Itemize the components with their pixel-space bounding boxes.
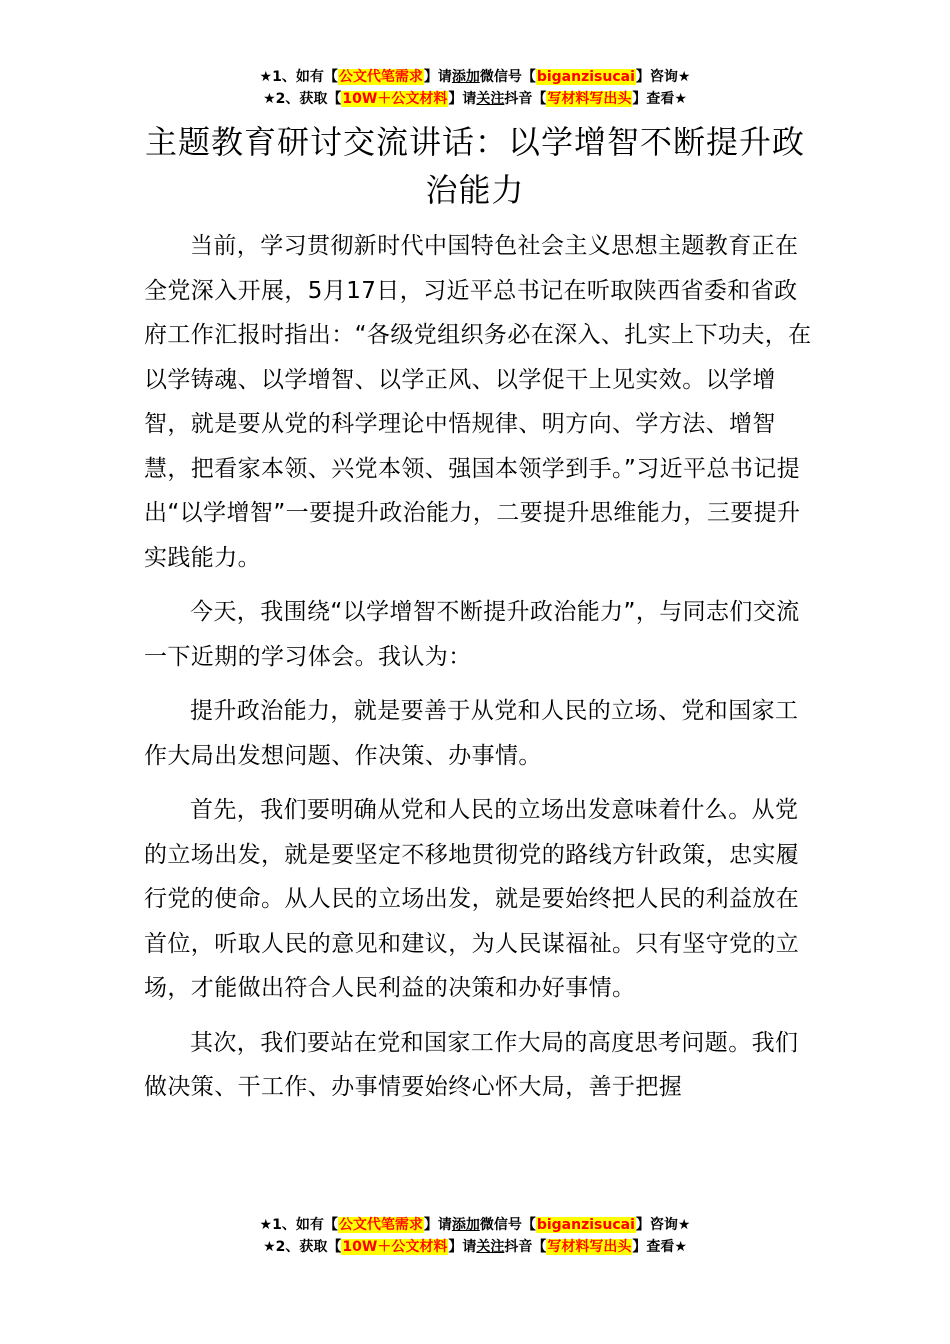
banner-line-1: ★1、如有【公文代笔需求】请添加微信号【biganzisucai】咨询★ xyxy=(259,1217,691,1233)
header-banner xyxy=(0,66,950,110)
banner-highlight: biganzisucai xyxy=(536,1217,635,1233)
banner-line-1: ★1、如有【公文代笔需求】请添加微信号【biganzisucai】咨询★ xyxy=(259,69,691,85)
paragraph: 其次，我们要站在党和国家工作大局的高度思考问题。我们做决策、干工作、办事情要始终心怀大局，善于把握 xyxy=(144,1029,799,1100)
footer-banner xyxy=(0,1214,950,1258)
banner-highlight: biganzisucai xyxy=(536,69,635,85)
banner-highlight: 10W＋公文材料 xyxy=(342,1239,448,1255)
banner-highlight: 公文代笔需求 xyxy=(338,69,423,85)
paragraph: 当前，学习贯彻新时代中国特色社会主义思想主题教育正在全党深入开展，5月17日，习近平总书记在听取陕西省委和省政府工作汇报时指出：“各级党组织务必在深入、扎实上下功夫，在以学铸魂、以学增智、以学正风、以学促干上见实效。以学增智，就是要从党的科学理论中悟规律、明方向、学方法、增智慧，把看家本领、兴党本领、强国本领学到手。”习近平总书记提出“以学增智”一要提升政治能力，二要提升思维能力，三要提升实践能力。 xyxy=(144,233,812,571)
banner-highlight: 写材料写出头 xyxy=(547,1239,632,1255)
banner-line-2: ★2、获取【10W＋公文材料】请关注抖音【写材料写出头】查看★ xyxy=(263,1239,687,1255)
paragraph: 首先，我们要明确从党和人民的立场出发意味着什么。从党的立场出发，就是要坚定不移地贯彻党的路线方针政策，忠实履行党的使命。从人民的立场出发，就是要始终把人民的利益放在首位，听取人民的意见和建议，为人民谋福祉。只有坚守党的立场，才能做出符合人民利益的决策和办好事情。 xyxy=(144,797,800,1001)
banner-line-2: ★2、获取【10W＋公文材料】请关注抖音【写材料写出头】查看★ xyxy=(263,91,687,107)
banner-highlight: 写材料写出头 xyxy=(547,91,632,107)
paragraph: 提升政治能力，就是要善于从党和人民的立场、党和国家工作大局出发想问题、作决策、办事情。 xyxy=(144,698,799,769)
document-body xyxy=(144,224,812,1120)
paragraph: 今天，我围绕“以学增智不断提升政治能力”，与同志们交流一下近期的学习体会。我认为： xyxy=(144,599,800,670)
banner-highlight: 10W＋公文材料 xyxy=(342,91,448,107)
document-title: 主题教育研讨交流讲话：以学增智不断提升政治能力 xyxy=(144,123,805,209)
banner-highlight: 公文代笔需求 xyxy=(338,1217,423,1233)
